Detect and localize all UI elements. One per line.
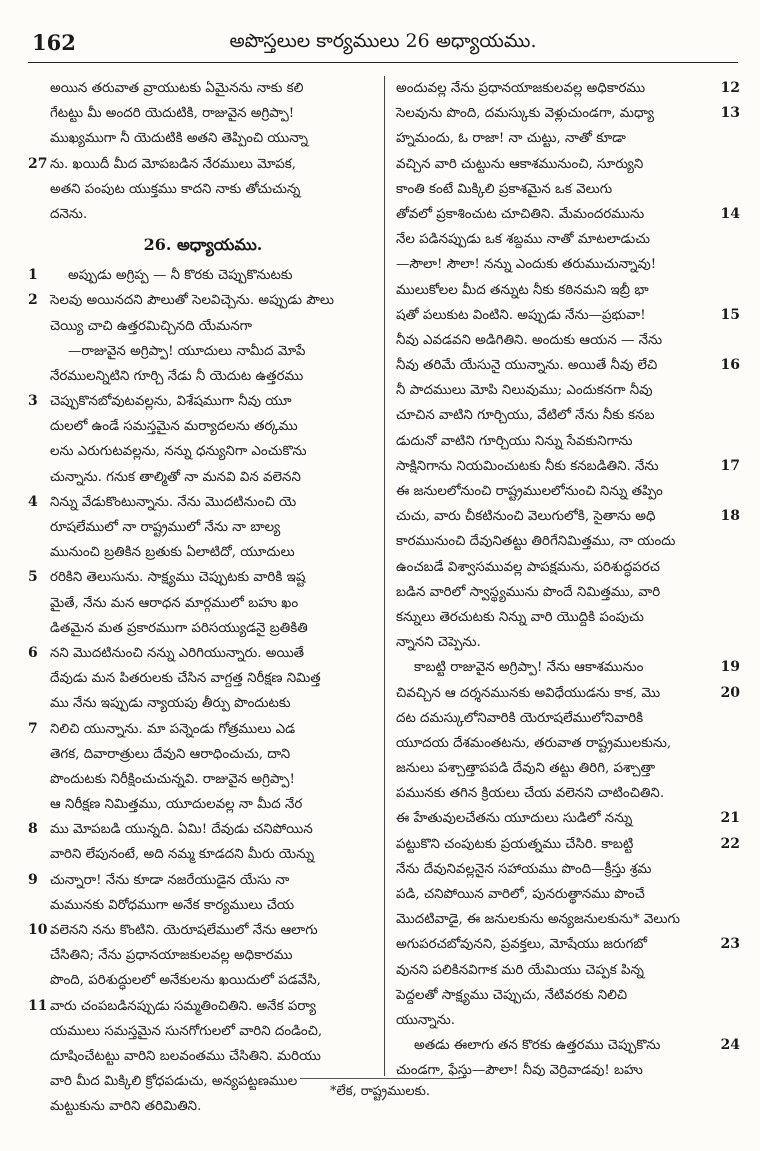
verse-number: 9 [28, 871, 38, 888]
verse-text: హ్నమందు, ఓ రాజా! నా చుట్టు, నాతో కూడా [396, 131, 626, 147]
verse-text: ముఖ్యముగా నీ యెదుటికి అతని తెప్పించి యున్నా [50, 131, 309, 147]
text-line [392, 303, 740, 328]
text-line [392, 479, 740, 504]
text-line [28, 641, 378, 666]
text-line [392, 806, 740, 831]
verse-text: అగుపరచబోవునని, ప్రవక్తలు, మోషేయు జరుగబో [396, 937, 647, 953]
verse-text: బడిన వారిలో స్వాస్థ్యమును పొందే నిమిత్తము, వారి [396, 584, 661, 600]
verse-text: నీవు తరిమే యేసునై యున్నాను. అయితే నీవు లేచి [396, 358, 658, 374]
verse-text: పొంది, పరిశుద్ధులలో అనేకులను ఖయిదులో పడవేసి, [50, 973, 321, 989]
text-line [28, 364, 378, 389]
verse-text: చుండగా, ఫేస్తు—పౌలా! నీవు వెర్రివాడవు! బహు [396, 1063, 643, 1079]
verse-text: —సౌలా! సౌలా! నన్ను ఎందుకు తరుముచున్నావు! [396, 257, 657, 273]
verse-number: 1 [28, 267, 38, 284]
text-line [28, 994, 378, 1019]
verse-text: వారు చంపబడినప్పుడు సమ్మతించితిని. అనేక పర్యా [50, 998, 317, 1014]
verse-number: 10 [28, 922, 48, 938]
text-line [28, 918, 378, 943]
text-line [392, 454, 740, 479]
verse-text: చున్నారా! నేను కూడా నజరేయుడైన యేసు నా [50, 872, 290, 888]
verse-text: చున్నాను. గనుక తాల్మితో నా మనవి విన వలెనని [50, 469, 301, 485]
verse-text: —రాజువైన అగ్రిప్పా! యూదులు నామీద మోపే [68, 343, 306, 359]
text-line [392, 555, 740, 580]
verse-text: తెగక, దివారాత్రులు దేవుని ఆరాధించుచు, దాని [50, 746, 291, 762]
verse-text: లను ఎరుగుటవల్లను, నన్ను ధన్యునిగా ఎంచుకొను [50, 444, 307, 460]
verse-text: వారి మీద మిక్కిలి క్రోధపడుచు, అన్యపట్టణముల [50, 1074, 298, 1090]
text-line [28, 817, 378, 842]
text-line [28, 666, 378, 691]
verse-number: 16 [720, 357, 740, 374]
verse-text: ము నేను ఇప్పుడు న్యాయపు తీర్పు పొందుటకు [50, 696, 291, 712]
verse-text: జనులు పశ్చాత్తాపపడి దేవుని తట్టు తిరిగి, పశ్చాత్తా [396, 761, 656, 777]
verse-text: అప్పుడు అగ్రిప్ప — నీ కొరకు చెప్పుకొనుటకు [68, 268, 293, 284]
verse-text: మొదటివాడై, ఈ జనులకును అన్యజనులకును* వెలుగు [396, 912, 680, 928]
text-line [28, 868, 378, 893]
verse-number: 4 [28, 493, 38, 510]
verse-text: రూషలేములో నా రాష్ట్రములో నేను నా బాల్య [50, 520, 281, 535]
verse-text: సెలవును పొంది, దమస్కుకు వెళ్లుచుండగా, మధ్యా [396, 106, 655, 122]
text-line [392, 907, 740, 932]
verse-text: దేవుడు మన పితరులకు చేసిన వాగ్దత్త నిరీక్షణ నిమిత్త [50, 671, 321, 687]
text-line [28, 893, 378, 918]
text-line [28, 616, 378, 641]
verse-number: 23 [720, 936, 740, 953]
verse-text: అందువల్ల నేను ప్రధానయాజకులవల్ల అధికారము [396, 81, 646, 96]
text-line [28, 101, 378, 126]
text-line [392, 781, 740, 806]
running-title: అపొస్తలుల కార్యములు 26 అధ్యాయము. [229, 30, 537, 52]
verse-number: 13 [720, 105, 740, 122]
verse-number: 20 [720, 684, 740, 701]
verse-text: నిలిచి యున్నాను. మా పన్నెండు గోత్రములు ఎడ [50, 721, 296, 737]
verse-text: డుదునో వాటిని గూర్చియు నిన్ను సేవకునిగాను [396, 433, 633, 449]
text-line [392, 403, 740, 428]
verse-text: దనెను. [50, 206, 88, 222]
text-line [28, 1044, 378, 1069]
right-column [392, 76, 740, 1079]
verse-text: ను. ఖయిదీ మీద మోపబడిన నేరములు మోపక, [50, 156, 296, 172]
verse-text: కాబట్టి రాజువైన అగ్రిప్పా! నేను ఆకాశమునుం [414, 660, 644, 676]
verse-number: 8 [28, 821, 38, 838]
verse-text: వచ్చిన వారి చుట్టును ఆకాశమునుంచి, సూర్యుని [396, 156, 644, 172]
verse-text: దట దమస్కులోనివారికి యెరూషలేములోనివారికి [396, 710, 644, 726]
verse-number: 18 [720, 508, 740, 525]
verse-number: 12 [720, 80, 740, 96]
verse-text: నేల పడినప్పుడు ఒక శబ్దము నాతో మాటలాడుచు [396, 232, 651, 248]
text-line [28, 126, 378, 151]
text-line [392, 832, 740, 857]
text-line [28, 1019, 378, 1044]
verse-text: ఆ నిరీక్షణ నిమిత్తము, యూదులవల్ల నా మీద నేర [50, 797, 303, 813]
footnote: *లేక, రాష్ట్రములకు. [330, 1084, 430, 1099]
verse-text: ఉంచబడే విశ్వాసమువల్ల పాపక్షమను, పరిశుద్ధపరచ [396, 559, 660, 575]
text-line [392, 756, 740, 781]
verse-number: 21 [720, 810, 740, 827]
verse-text: చూచిన వాటిని గూర్చియు, వేటిలో నేను నీకు కనబ [396, 408, 655, 424]
verse-text: చెప్పుకొనబోవుటవల్లను, విశేషముగా నీవు యూ [50, 394, 292, 410]
text-line [392, 655, 740, 680]
text-line [28, 288, 378, 313]
verse-number: 19 [720, 659, 740, 676]
text-line [28, 76, 378, 101]
verse-text: మునుంచి బ్రతికిన బ్రతుకు ఏలాటిదో, యూదులు [50, 545, 295, 561]
text-line [392, 177, 740, 202]
page-header [28, 28, 738, 63]
verse-text: గేటట్టు మీ అందరి యెదుటికి, రాజువైన అగ్రిప్పా! [50, 106, 295, 122]
verse-text: రరికిని తెలుసును. సాక్ష్యము చెప్పుటకు వారికి ఇష్ట [50, 570, 306, 586]
text-line [28, 314, 378, 339]
text-line [392, 1058, 740, 1083]
verse-text: ము మోపబడి యున్నది. ఏమి! దేవుడు చనిపోయిన [50, 822, 313, 838]
verse-text: తోవలో ప్రకాశించుట చూచితిని. మేమందరమును [396, 206, 645, 222]
column-divider [384, 76, 385, 1076]
verse-text: నీవు ఎవడవని అడిగితిని. అందుకు ఆయన — నేను [396, 332, 663, 348]
text-line [392, 706, 740, 731]
text-line [392, 429, 740, 454]
verse-number: 24 [720, 1037, 740, 1054]
verse-text: చేసితిని; నేను ప్రధానయాజకులవల్ల అధికారము [50, 948, 293, 964]
text-line [28, 767, 378, 792]
verse-number: 17 [720, 457, 740, 474]
text-line [392, 681, 740, 706]
verse-number: 14 [720, 205, 740, 222]
text-line [392, 278, 740, 303]
footnote-rule [300, 1078, 460, 1079]
verse-text: నీ పాదములు మోపి నిలువుము; ఎందుకనగా నీవు [396, 383, 653, 399]
text-line [392, 731, 740, 756]
text-line [392, 605, 740, 630]
verse-text: డితమైన మత ప్రకారముగా పరిసయ్యుడనై బ్రతికితి [50, 620, 308, 636]
text-line [28, 152, 378, 177]
verse-text: ఈ హేతువులచేతను యూదులు సుడిలో నన్ను [396, 811, 633, 827]
text-line [28, 540, 378, 565]
text-line [28, 943, 378, 968]
text-line [28, 414, 378, 439]
text-line [392, 76, 740, 101]
verse-text: నని మొదటినుంచి నన్ను ఎరిగియున్నారు. అయితే [50, 645, 305, 661]
verse-text: దూషించేటట్టు వారిని బలవంతము చేసితిని. మరియు [50, 1048, 321, 1064]
text-line [28, 339, 378, 364]
text-line [28, 202, 378, 227]
text-line [392, 857, 740, 882]
text-line [28, 439, 378, 464]
text-line [28, 717, 378, 742]
text-line [392, 353, 740, 378]
text-line [392, 1033, 740, 1058]
text-line [28, 691, 378, 716]
text-line [392, 126, 740, 151]
verse-text: సాక్షినిగాను నియమించుటకు నీకు కనబడితిని. నేను [396, 458, 659, 474]
text-line [392, 202, 740, 227]
verse-text: వలెనని నను కొంటిని. యెరూషలేములో నేను ఆలాగు [50, 923, 318, 938]
verse-text: అతడు ఈలాగు తన కొరకు ఉత్తరము చెప్పుకొను [414, 1038, 661, 1054]
verse-text: కారమునుంచి దేవునితట్టు తిరిగేనిమిత్తము, నా యందు [396, 534, 676, 550]
verse-number: 5 [28, 569, 38, 586]
left-column [28, 76, 378, 1115]
verse-number: 11 [28, 997, 48, 1014]
verse-number: 2 [28, 292, 38, 309]
verse-text: కన్నులు తెరచుటకు నిన్ను వారి యొద్దికి పంపుచు [396, 609, 644, 625]
text-line [392, 932, 740, 957]
verse-text: మట్టుకును వారిని తరిమితిని. [50, 1099, 202, 1115]
verse-text: యూదయ దేశమంతటను, తరువాత రాష్ట్రములకును, [396, 735, 672, 751]
verse-text: పమునకు తగిన క్రియలు చేయ వలెనని చాటించితిని. [396, 786, 665, 802]
verse-text: యున్నాను. [396, 1012, 455, 1028]
verse-text: అతని పంపుట యుక్తము కాదని నాకు తోచుచున్న [50, 181, 301, 197]
verse-text: వారిని లేపునంటే, అది నమ్మ కూడదని మీరు యెన్ను [50, 847, 315, 863]
verse-text: చెయ్యి చాచి ఉత్తరమిచ్చినది యేమనగా [50, 318, 252, 334]
text-line [392, 504, 740, 529]
text-line [392, 227, 740, 252]
text-line [28, 490, 378, 515]
verse-text: చివచ్చిన ఆ దర్శనమునకు అవిధేయుడను కాక, మొ [396, 685, 661, 701]
text-line [28, 177, 378, 202]
text-line [28, 968, 378, 993]
verse-text: పట్టుకొని చంపుటకు ప్రయత్నము చేసిరి. కాబట్టి [396, 836, 634, 852]
verse-text: నిన్ను వేడుకొంటున్నాను. నేను మొదటినుంచి యె [50, 494, 297, 510]
text-line [392, 529, 740, 554]
verse-text: ఈ జనులలోనుంచి రాష్ట్రములలోనుంచి నిన్ను తప్పిం [396, 484, 663, 499]
verse-text: నేరములన్నిటిని గూర్చి నేడు నీ యెదుట ఉత్తరము [50, 368, 304, 384]
text-line [28, 792, 378, 817]
verse-text: మైతే, నేను మన ఆరాధన మార్గములో బహు ఖం [50, 595, 299, 611]
text-line [392, 630, 740, 655]
text-line [28, 842, 378, 867]
verse-number: 7 [28, 720, 38, 737]
text-line [392, 152, 740, 177]
verse-text: పడి, చనిపోయిన వారిలో, పునరుత్థానము పొంచే [396, 887, 645, 902]
page-number: 162 [32, 30, 76, 55]
verse-number: 3 [28, 393, 38, 410]
verse-text: న్నానని చెప్పెను. [396, 635, 481, 651]
verse-number: 22 [720, 835, 740, 852]
verse-text: కాంతి కంటే మిక్కిలి ప్రకాశమైన ఒక వెలుగు [396, 181, 613, 197]
verse-text: వునని పలికినవిగాక మరి యేమియు చెప్పక పిన్న [396, 962, 644, 978]
verse-text: పెద్దలతో సాక్ష్యము చెప్పుచు, నేటివరకు నిలిచి [396, 987, 628, 1003]
text-line [392, 580, 740, 605]
text-line [28, 389, 378, 414]
text-line [392, 378, 740, 403]
verse-text: పొందుటకు నిరీక్షించుచున్నవి. రాజువైన అగ్రిప్పా! [50, 771, 295, 787]
text-line [28, 742, 378, 767]
text-line [28, 515, 378, 540]
verse-number: 15 [720, 306, 740, 323]
verse-text: నేను దేవునివల్లనైన సహాయము పొంది—క్రీస్తు శ్రమ [396, 861, 652, 877]
text-line [392, 252, 740, 277]
verse-text: షతో పలుకుట వింటిని. అప్పుడు నేను—ప్రభువా! [396, 307, 646, 323]
verse-text: మమునకు విరోధముగా అనేక కార్యములు చేయ [50, 897, 295, 913]
verse-text: చుచు, వారు చీకటినుంచి వెలుగులోకి, సైతాను అధి [396, 509, 656, 525]
text-line [392, 328, 740, 353]
verse-text: ములుకోలల మీద తన్నుట నీకు కఠినమని ఇబ్రీ భా [396, 282, 649, 298]
verse-number: 27 [28, 155, 48, 172]
text-line [392, 882, 740, 907]
verse-number: 6 [28, 644, 38, 661]
text-line [392, 101, 740, 126]
text-line [392, 958, 740, 983]
text-line [392, 1008, 740, 1033]
verse-text: సెలవు అయినదని పౌలుతో సెలవిచ్చెను. అప్పుడు పౌలు [50, 293, 334, 309]
text-line [392, 983, 740, 1008]
text-line [28, 465, 378, 490]
verse-text: అయిన తరువాత వ్రాయుటకు ఏమైనను నాకు కలి [50, 81, 304, 96]
chapter-heading: 26. అధ్యాయము. [143, 235, 263, 255]
verse-text: దులలో ఉండే సమస్తమైన మర్యాదలను తర్కము [50, 419, 298, 435]
text-line [28, 565, 378, 590]
verse-text: యములు సమస్తమైన సునగోగులలో వారిని దండించి, [50, 1023, 323, 1039]
text-line [28, 263, 378, 288]
text-line [28, 591, 378, 616]
